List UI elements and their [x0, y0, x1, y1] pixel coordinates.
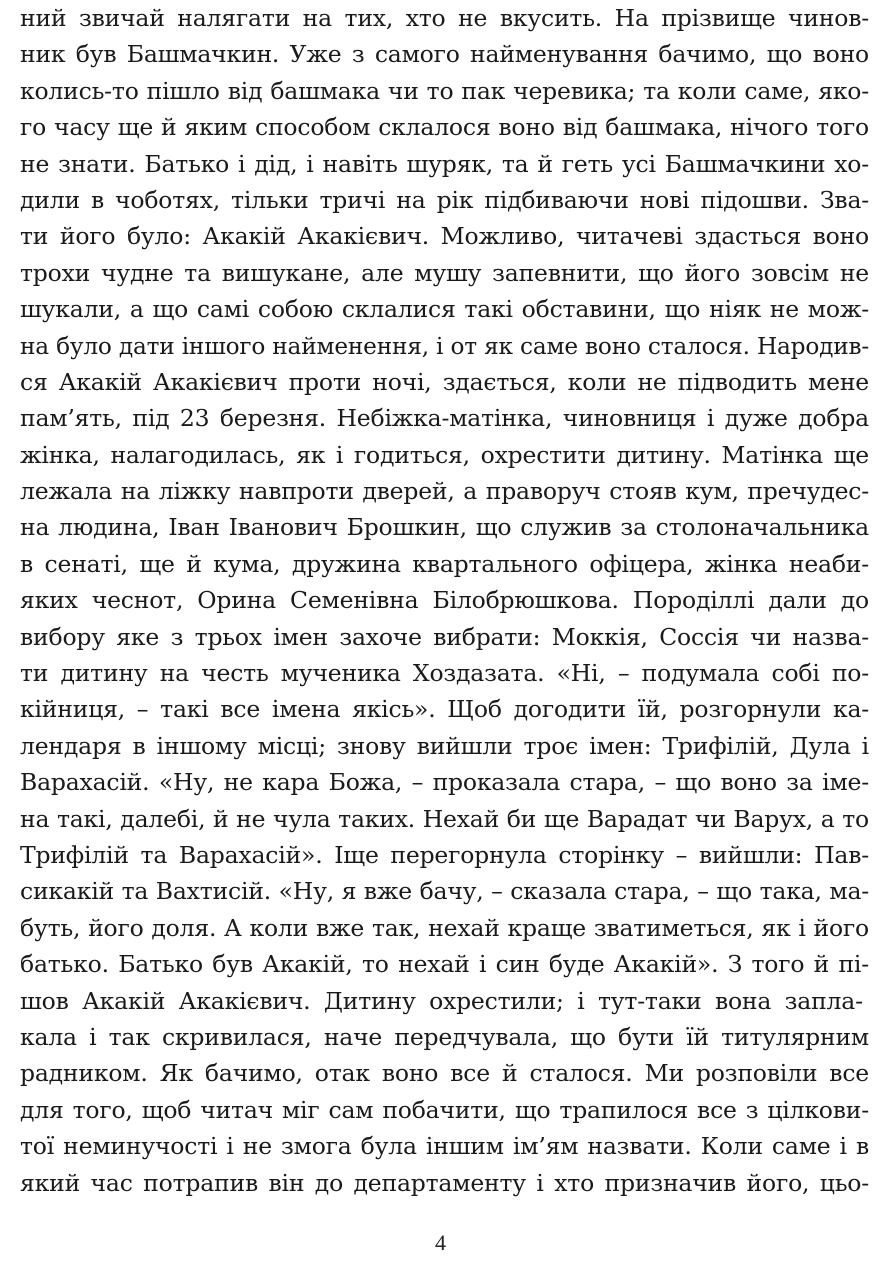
text-line: ти дитину на честь мученика Хоздазата. «Ні, – подумала собі по- [20, 659, 869, 688]
text-line: для того, щоб читач міг сам побачити, що трапилося все з цілкови- [20, 1095, 869, 1124]
text-line: го часу ще й яким способом склалося воно від башмака, нічого того [20, 113, 869, 142]
text-line: який час потрапив він до департаменту і хто призначив його, цьо- [20, 1168, 869, 1197]
text-line: дили в чоботях, тільки тричі на рік підбиваючи нові підошви. Зва- [20, 185, 869, 214]
text-line: на людина, Іван Іванович Брошкин, що служив за столоначальника [20, 513, 869, 542]
page-number: 4 [435, 1230, 446, 1255]
text-line: кійниця, – такі все імена якісь». Щоб догодити їй, розгорнули ка- [20, 695, 869, 724]
text-line: ся Акакій Акакієвич проти ночі, здається, коли не підводить мене [20, 367, 869, 396]
text-line: Трифілій та Варахасій». Іще перегорнула сторінку – вийшли: Пав- [20, 840, 869, 869]
text-line: колись-то пішло від башмака чи то пак черевика; та коли саме, яко- [20, 76, 869, 105]
text-line: на такі, далебі, й не чула таких. Нехай би ще Варадат чи Варух, а то [20, 804, 869, 833]
text-line: шов Акакій Акакієвич. Дитину охрестили; і тут-таки вона запла- [20, 986, 863, 1015]
text-line: Варахасій. «Ну, не кара Божа, – проказала стара, – що воно за іме- [20, 768, 869, 797]
text-line: ник був Башмачкин. Уже з самого найменування бачимо, що воно [20, 40, 869, 69]
text-line: кала і так скривилася, наче передчувала, що бути їй титулярним [20, 1022, 869, 1051]
text-line: трохи чудне та вишукане, але мушу запевнити, що його зовсім не [20, 258, 869, 287]
text-line: радником. Як бачимо, отак воно все й сталося. Ми розповіли все [20, 1059, 869, 1088]
text-line: сикакій та Вахтисій. «Ну, я вже бачу, – сказала стара, – що така, ма- [20, 877, 869, 906]
text-line: не знати. Батько і дід, і навіть шуряк, та й геть усі Башмачкини хо- [20, 149, 869, 178]
text-line: батько. Батько був Акакій, то нехай і син буде Акакій». З того й пі- [20, 950, 869, 979]
body-text [20, 0, 869, 1201]
text-line: пам’ять, під 23 березня. Небіжка-матінка, чиновниця і дуже добра [20, 404, 869, 433]
text-line: вибору яке з трьох імен захоче вибрати: Моккія, Соссія чи назва- [20, 622, 869, 651]
text-line: ти його було: Акакій Акакієвич. Можливо, читачеві здасться воно [20, 222, 869, 251]
text-line: лендаря в іншому місці; знову вийшли троє імен: Трифілій, Дула і [20, 731, 869, 760]
text-line: яких чеснот, Орина Семенівна Білобрюшкова. Породіллі дали до [20, 586, 869, 615]
text-line: буть, його доля. А коли вже так, нехай краще зватиметься, як і його [20, 913, 869, 942]
text-line: жінка, налагодилась, як і годиться, охрестити дитину. Матінка ще [20, 440, 869, 469]
text-line: на було дати іншого найменення, і от як саме воно сталося. Народив- [20, 331, 869, 360]
text-line: лежала на ліжку навпроти дверей, а праворуч стояв кум, пречудес- [20, 477, 869, 506]
text-line: ний звичай налягати на тих, хто не вкусить. На прізвище чинов- [20, 4, 869, 32]
text-line: шукали, а що самі собою склалися такі обставини, що ніяк не мож- [20, 295, 869, 324]
text-line: в сенаті, ще й кума, дружина квартального офіцера, жінка неаби- [20, 549, 869, 578]
text-line: тої неминучості і не змога була іншим ім’ям назвати. Коли саме і в [20, 1132, 869, 1161]
